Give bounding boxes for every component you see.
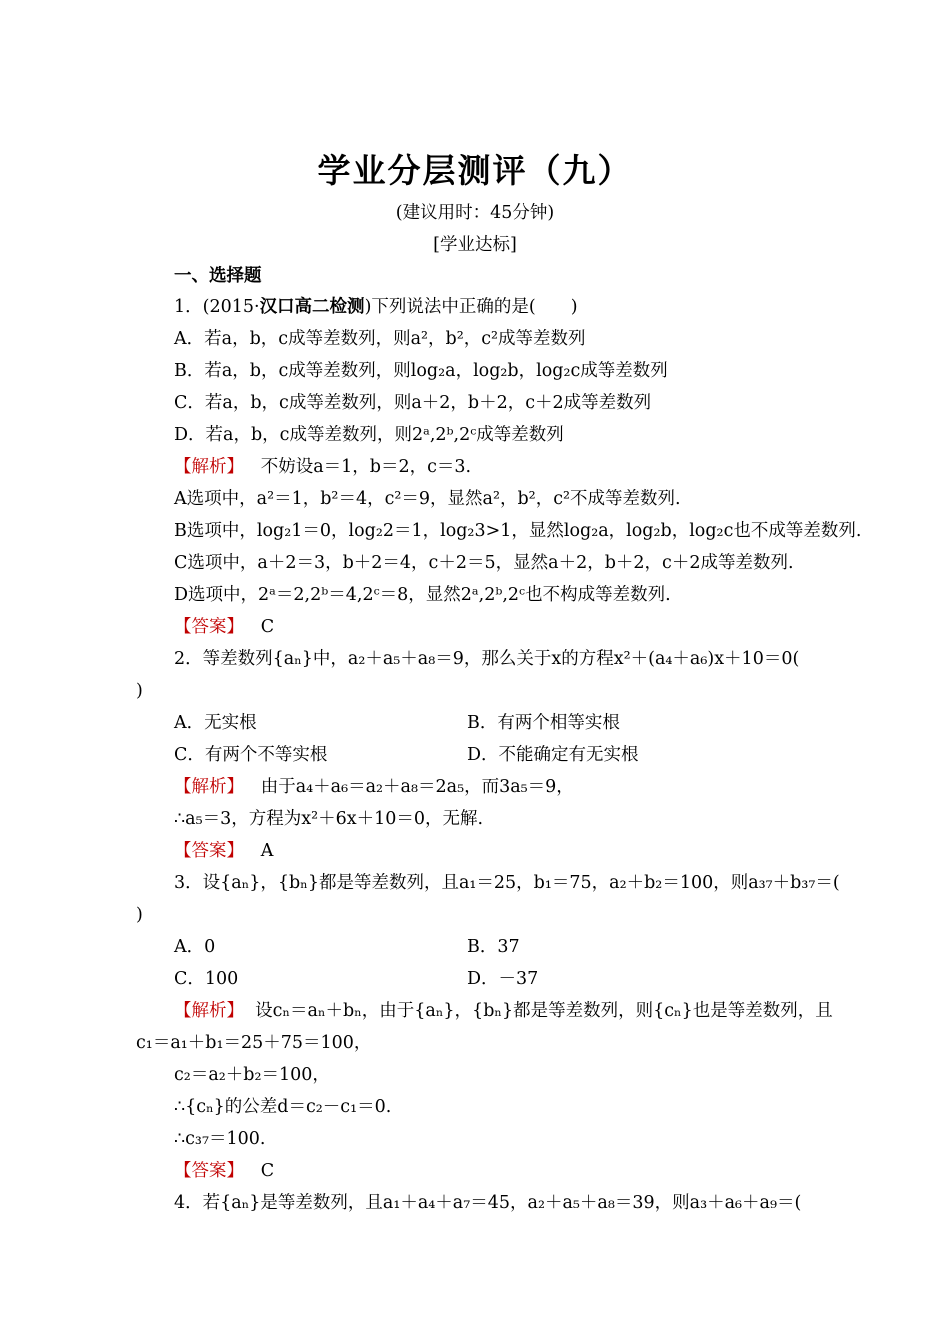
analysis-tag: 【解析】 <box>174 457 244 477</box>
q2-answer: 【答案】 A <box>174 841 274 861</box>
q3-option-c: C．100 <box>174 969 239 989</box>
q1-analysis: 【解析】 不妨设a＝1，b＝2，c＝3. <box>174 457 472 477</box>
q2-option-a: A．无实根 <box>174 713 257 733</box>
q1-analysis-c: C选项中，a＋2＝3，b＋2＝4，c＋2＝5，显然a＋2，b＋2，c＋2成等差数列. <box>174 553 794 573</box>
q3-analysis: 【解析】 设cₙ＝aₙ＋bₙ，由于{aₙ}，{bₙ}都是等差数列，则{cₙ}也是等差数列，且 <box>174 1001 833 1021</box>
q3-analysis-5: ∴c₃₇＝100. <box>174 1129 266 1149</box>
q2-analysis: 【解析】 由于a₄＋a₆＝a₂＋a₈＝2a₅，而3a₅＝9， <box>174 777 574 797</box>
section-label: [学业达标] <box>433 235 517 255</box>
q1-option-d: D．若a，b，c成等差数列，则2ᵃ,2ᵇ,2ᶜ成等差数列 <box>174 425 564 445</box>
q1-source: 汉口高二检测 <box>259 297 365 317</box>
q1-analysis-a: A选项中，a²＝1，b²＝4，c²＝9，显然a²，b²，c²不成等差数列. <box>174 489 681 509</box>
q3-analysis-4: ∴{cₙ}的公差d＝c₂－c₁＝0. <box>174 1097 392 1117</box>
q3-analysis-3: c₂＝a₂＋b₂＝100， <box>174 1065 330 1085</box>
q4-stem: 4．若{aₙ}是等差数列，且a₁＋a₄＋a₇＝45，a₂＋a₅＋a₈＝39，则a₃＋a₆＋a₉＝( <box>174 1193 802 1213</box>
q2-stem: 2．等差数列{aₙ}中，a₂＋a₅＋a₈＝9，那么关于x的方程x²＋(a₄＋a₆)x＋10＝0( <box>174 649 800 669</box>
q1-stem: 1．(2015·汉口高二检测)下列说法中正确的是( ) <box>174 297 578 317</box>
q1-analysis-d: D选项中，2ᵃ＝2,2ᵇ＝4,2ᶜ＝8，显然2ᵃ,2ᵇ,2ᶜ也不构成等差数列. <box>174 585 671 605</box>
q2-option-b: B．有两个相等实根 <box>467 713 620 733</box>
q3-option-b: B．37 <box>467 937 520 957</box>
analysis-tag: 【解析】 <box>174 777 244 797</box>
q1-answer: 【答案】 C <box>174 617 275 637</box>
q2-analysis-2: ∴a₅＝3，方程为x²＋6x＋10＝0，无解. <box>174 809 484 829</box>
analysis-tag: 【解析】 <box>174 1001 244 1021</box>
q2-option-c: C．有两个不等实根 <box>174 745 328 765</box>
q1-option-c: C．若a，b，c成等差数列，则a＋2，b＋2，c＋2成等差数列 <box>174 393 652 413</box>
answer-tag: 【答案】 <box>174 841 244 861</box>
answer-tag: 【答案】 <box>174 1161 244 1181</box>
q3-analysis-2: c₁＝a₁＋b₁＝25＋75＝100， <box>136 1033 372 1053</box>
q3-stem: 3．设{aₙ}，{bₙ}都是等差数列，且a₁＝25，b₁＝75，a₂＋b₂＝100，则a₃₇＋b₃₇＝( <box>174 873 840 893</box>
q2-option-d: D．不能确定有无实根 <box>467 745 639 765</box>
q2-stem-end: ) <box>136 681 143 701</box>
q1-option-b: B．若a，b，c成等差数列，则log₂a，log₂b，log₂c成等差数列 <box>174 361 668 381</box>
answer-tag: 【答案】 <box>174 617 244 637</box>
page-title: 学业分层测评（九） <box>317 151 633 190</box>
q3-option-a: A．0 <box>174 937 216 957</box>
q3-stem-end: ) <box>136 905 143 925</box>
section-heading: 一、选择题 <box>174 266 262 286</box>
q3-option-d: D．－37 <box>467 969 539 989</box>
q1-option-a: A．若a，b，c成等差数列，则a²，b²，c²成等差数列 <box>174 329 586 349</box>
time-note: (建议用时：45分钟) <box>395 203 555 223</box>
q3-answer: 【答案】 C <box>174 1161 275 1181</box>
q1-analysis-b: B选项中，log₂1＝0，log₂2＝1，log₂3>1，显然log₂a，log₂b，log₂c也不成等差数列. <box>174 521 862 541</box>
